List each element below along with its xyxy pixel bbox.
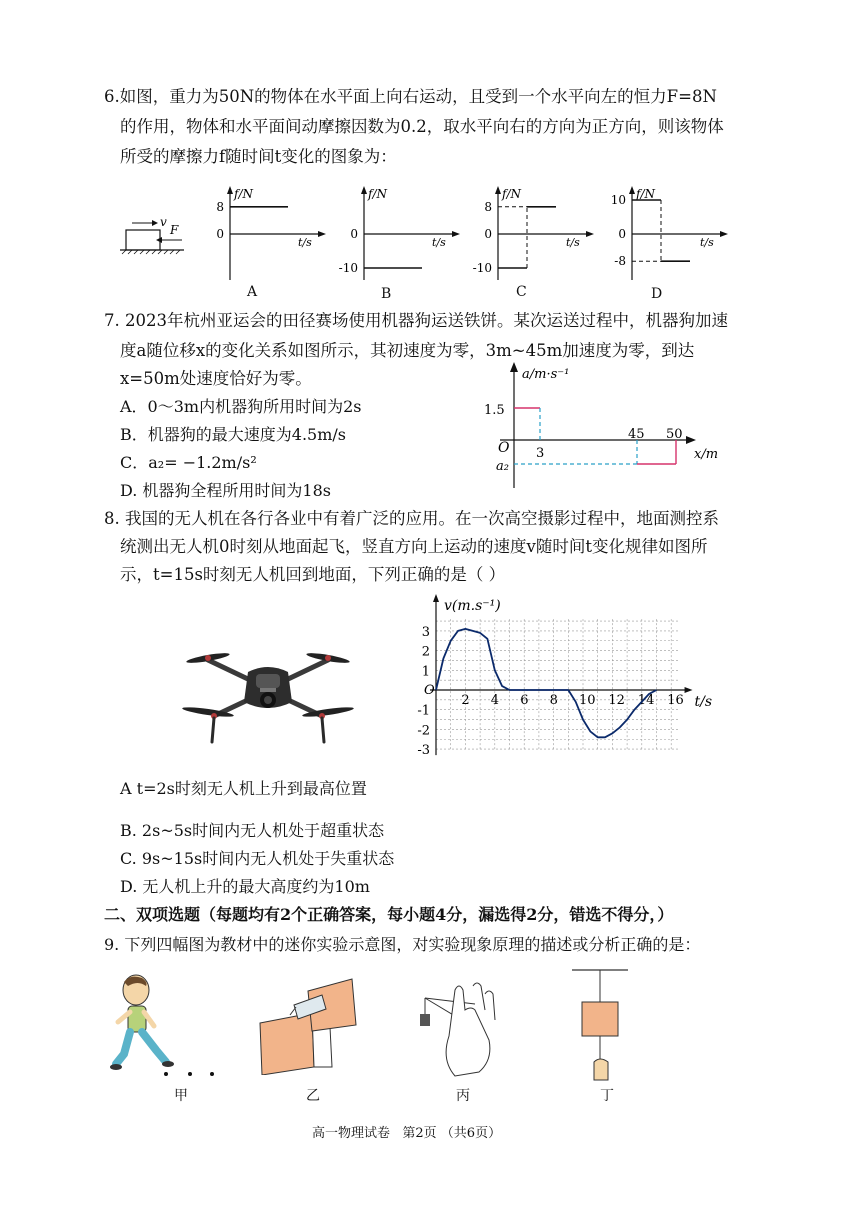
t-axis-label: t/s — [566, 236, 580, 249]
x-tick-label: 2 — [461, 693, 470, 708]
q7-y-axis-label: a/m·s⁻¹ — [522, 367, 570, 382]
q6-graph-a — [216, 186, 326, 280]
origin-label: O — [424, 683, 435, 698]
t-axis-label: t/s — [298, 236, 312, 249]
x-tick-label: 4 — [490, 693, 500, 708]
f-tick: 0 — [216, 227, 224, 241]
y-tick-label: 2 — [421, 644, 430, 660]
force-label: F — [170, 223, 179, 237]
f-tick: 0 — [484, 227, 492, 241]
t-axis-arrow — [318, 231, 326, 237]
q6-graph-label-b: B — [381, 286, 392, 302]
y-tick-label: -1 — [417, 703, 430, 719]
q9-line: 9. 下列四幅图为教材中的迷你实验示意图，对实验现象原理的描述或分析正确的是： — [104, 935, 701, 954]
f-tick: -10 — [472, 261, 492, 275]
q6-graph-c — [473, 186, 594, 280]
f-axis-label: f/N — [234, 187, 253, 201]
q8-velocity-chart — [410, 590, 720, 762]
q8-line-3: 示，t=15s时刻无人机回到地面，下列正确的是（ ） — [120, 565, 506, 584]
x-tick-label: 12 — [608, 693, 625, 708]
q8-option-a: A t=2s时刻无人机上升到最高位置 — [120, 779, 367, 798]
q6-graph-label-c: C — [516, 284, 527, 300]
q9-figure-ding — [568, 966, 638, 1086]
f-axis-label: f/N — [636, 187, 655, 201]
q7-option-c: C．a₂= −1.2m/s² — [120, 453, 257, 472]
x-tick-label: 6 — [520, 693, 529, 708]
q9-caption-ding: 丁 — [600, 1088, 614, 1104]
f-axis-arrow — [629, 186, 635, 194]
q6-graph-label-d: D — [651, 286, 663, 302]
q9-figure-yi — [252, 975, 364, 1075]
x-tick-label: 8 — [549, 693, 558, 708]
y-tick-label: 1 — [421, 664, 430, 680]
q8-option-c: C. 9s~15s时间内无人机处于失重状态 — [120, 849, 395, 868]
velocity-curve — [436, 629, 657, 737]
q6-graph-b — [339, 186, 460, 280]
q9-caption-bing: 丙 — [456, 1088, 470, 1104]
v-axis-arrow — [433, 594, 439, 602]
q8-option-b: B. 2s~5s时间内无人机处于超重状态 — [120, 821, 385, 840]
q6-graph-label-a: A — [247, 284, 258, 300]
t-axis-arrow — [685, 687, 693, 693]
q9-figure-jia — [108, 972, 223, 1082]
t-axis-label: t/s — [694, 694, 713, 710]
q6-graph-d — [611, 186, 728, 280]
q7-option-d: D. 机器狗全程所用时间为18s — [120, 481, 332, 500]
q7-option-b: B．机器狗的最大速度为4.5m/s — [120, 425, 346, 444]
f-axis-arrow — [227, 186, 233, 194]
f-axis-label: f/N — [368, 187, 387, 201]
t-axis-arrow — [452, 231, 460, 237]
q7-y-tick-a2: a₂ — [496, 459, 509, 474]
f-tick: -10 — [338, 261, 358, 275]
q6-line-3: 所受的摩擦力f随时间t变化的图象为： — [120, 147, 397, 166]
x-tick-label: 10 — [579, 693, 596, 708]
f-axis-arrow — [361, 186, 367, 194]
f-tick: 8 — [484, 199, 492, 214]
drone-image — [168, 640, 368, 750]
q8-option-d: D. 无人机上升的最大高度约为10m — [120, 877, 370, 896]
y-tick-label: -2 — [417, 723, 430, 739]
q9-figure-bing — [415, 980, 510, 1080]
y-tick-label: -3 — [417, 743, 430, 759]
q7-y-tick-1.5: 1.5 — [484, 403, 505, 418]
t-axis-arrow — [720, 231, 728, 237]
x-tick-label: 14 — [637, 693, 655, 708]
f-axis-label: f/N — [502, 187, 521, 201]
f-tick: 0 — [350, 227, 358, 241]
f-tick: -8 — [614, 254, 626, 269]
q8-line-2: 统测出无人机0时刻从地面起飞，竖直方向上运动的速度v随时间t变化规律如图所 — [120, 537, 708, 556]
q9-caption-jia: 甲 — [174, 1088, 188, 1104]
section-2-title: 二、双项选题（每题均有2个正确答案，每小题4分，漏选得2分，错选不得分，） — [104, 905, 674, 924]
q7-option-a: A．0～3m内机器狗所用时间为2s — [120, 397, 362, 416]
q6-line-1: 6.如图，重力为50N的物体在水平面上向右运动，且受到一个水平向左的恒力F=8N — [104, 87, 717, 106]
q7-x-tick-45: 45 — [628, 427, 645, 442]
q6-line-2: 的作用，物体和水平面间动摩擦因数为0.2，取水平向右的方向为正方向，则该物体 — [120, 117, 724, 136]
t-axis-label: t/s — [700, 236, 714, 249]
q7-line-1: 7. 2023年杭州亚运会的田径赛场使用机器狗运送铁饼。某次运送过程中，机器狗加速 — [104, 311, 728, 330]
v-axis-label: v(m.s⁻¹) — [444, 598, 501, 614]
x-tick-label: 16 — [667, 693, 684, 708]
t-axis-label: t/s — [432, 236, 446, 249]
q7-line-3: x=50m处速度恰好为零。 — [120, 369, 312, 388]
q7-origin-label: O — [498, 440, 510, 456]
q6-graphs — [200, 182, 730, 302]
f-axis-arrow — [495, 186, 501, 194]
q6-block-diagram — [118, 210, 190, 260]
page-footer: 高一物理试卷 第2页 （共6页） — [312, 1126, 502, 1141]
q8-grid — [436, 619, 679, 751]
y-tick-label: 3 — [421, 624, 430, 640]
q7-x-tick-50: 50 — [666, 427, 683, 442]
q7-line-2: 度a随位移x的变化关系如图所示，其初速度为零，3m~45m加速度为零，到达 — [120, 341, 695, 360]
q8-line-1: 8. 我国的无人机在各行各业中有着广泛的应用。在一次高空摄影过程中，地面测控系 — [104, 509, 719, 528]
q9-caption-yi: 乙 — [306, 1088, 320, 1104]
q7-x-axis-label: x/m — [694, 447, 719, 462]
t-axis-arrow — [586, 231, 594, 237]
f-tick: 10 — [610, 193, 626, 207]
q7-x-tick-3: 3 — [536, 446, 545, 461]
f-tick: 8 — [216, 199, 224, 214]
q7-acceleration-graph — [480, 360, 740, 492]
f-tick: 0 — [618, 227, 626, 241]
velocity-label: v — [160, 215, 167, 229]
